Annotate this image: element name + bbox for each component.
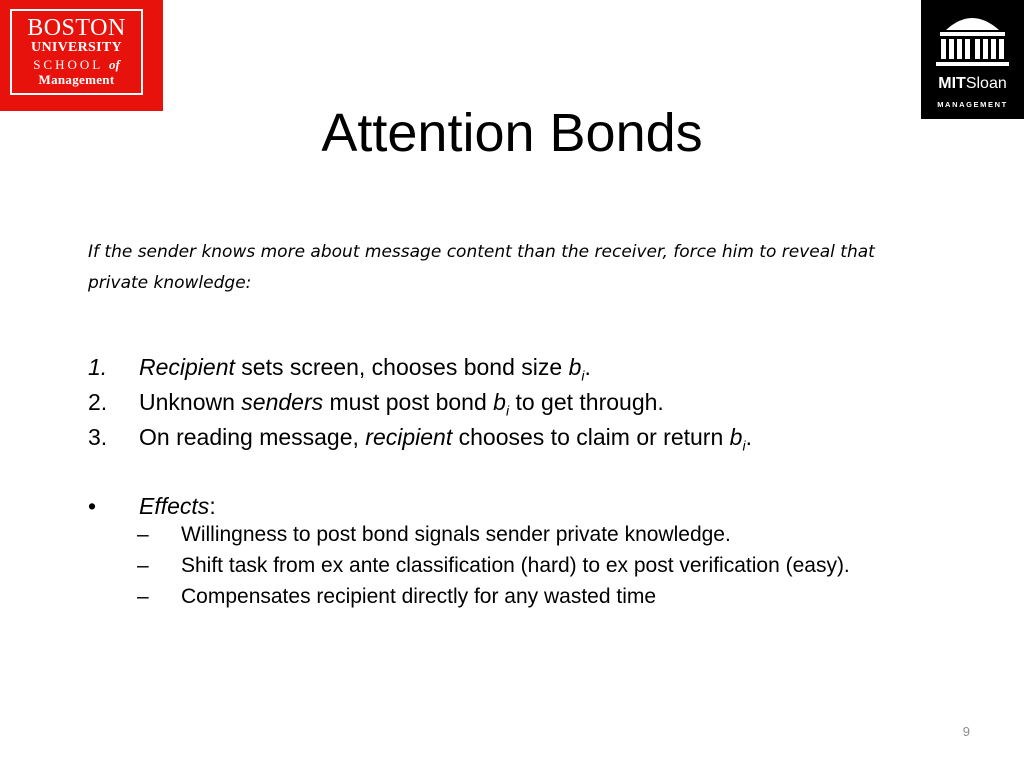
step-end: . [584, 354, 591, 380]
step-text [139, 350, 591, 385]
steps-list [88, 350, 968, 455]
step-item [88, 350, 968, 385]
page-number: 9 [962, 724, 970, 739]
step-variable: b [493, 389, 506, 415]
step-variable: b [568, 354, 582, 380]
step-item [88, 385, 968, 420]
dash-icon: – [137, 554, 149, 577]
dash-icon: – [137, 523, 149, 546]
step-variable: b [729, 424, 743, 450]
step-end: . [745, 424, 752, 450]
step-emphasis: recipient [365, 424, 453, 450]
step-number: 2. [88, 389, 108, 415]
step-body: sets screen, chooses bond size [234, 354, 569, 380]
step-prefix: On reading message, [139, 424, 366, 450]
bu-logo-of: of [108, 57, 120, 72]
effect-text: Shift task from ex ante classification (hard) to ex post verification (easy). [181, 554, 850, 577]
mit-logo-sub: MANAGEMENT [937, 100, 1008, 109]
step-prefix: Unknown [139, 389, 242, 415]
step-text [139, 420, 752, 455]
step-subscript: i [742, 437, 746, 454]
mit-logo-bold: MIT [938, 75, 966, 92]
effects-colon: : [209, 493, 216, 519]
step-body: chooses to claim or return [452, 424, 730, 450]
dome-icon [932, 8, 1013, 68]
bu-logo-frame [10, 9, 143, 95]
slide-title: Attention Bonds [321, 103, 703, 163]
bullet-icon: • [88, 493, 97, 519]
step-number: 1. [88, 354, 108, 380]
effect-item [88, 522, 968, 547]
bu-logo-line3 [12, 58, 141, 71]
mit-sloan-logo [921, 0, 1024, 119]
bu-logo-line2: UNIVERSITY [31, 40, 122, 55]
bu-logo-school: SCHOOL [33, 57, 103, 72]
step-subscript: i [581, 367, 585, 384]
effects-label [139, 490, 216, 522]
mit-logo-rest: Sloan [965, 75, 1007, 92]
effects-label-text: Effects [139, 493, 210, 519]
bu-logo-line1: BOSTON [27, 15, 126, 41]
bu-logo-line4: Management [38, 72, 115, 87]
effect-text: Willingness to post bond signals sender private knowledge. [181, 523, 731, 546]
boston-university-logo [0, 0, 163, 111]
intro-text: If the sender knows more about message content than the receiver, force him to reveal that private knowledge: [88, 242, 875, 293]
step-emphasis: Recipient [139, 354, 235, 380]
effect-item [88, 584, 968, 609]
effects-section [88, 490, 968, 615]
step-item [88, 420, 968, 455]
effect-item [88, 553, 968, 578]
step-emphasis: senders [241, 389, 324, 415]
step-body: must post bond [323, 389, 494, 415]
step-text [139, 385, 664, 420]
mit-logo-name [921, 76, 1024, 92]
step-end: to get through. [509, 389, 664, 415]
effects-heading [88, 490, 968, 522]
step-number: 3. [88, 424, 108, 450]
effect-text: Compensates recipient directly for any wasted time [181, 585, 657, 608]
dash-icon: – [137, 585, 149, 608]
step-subscript: i [505, 402, 510, 419]
